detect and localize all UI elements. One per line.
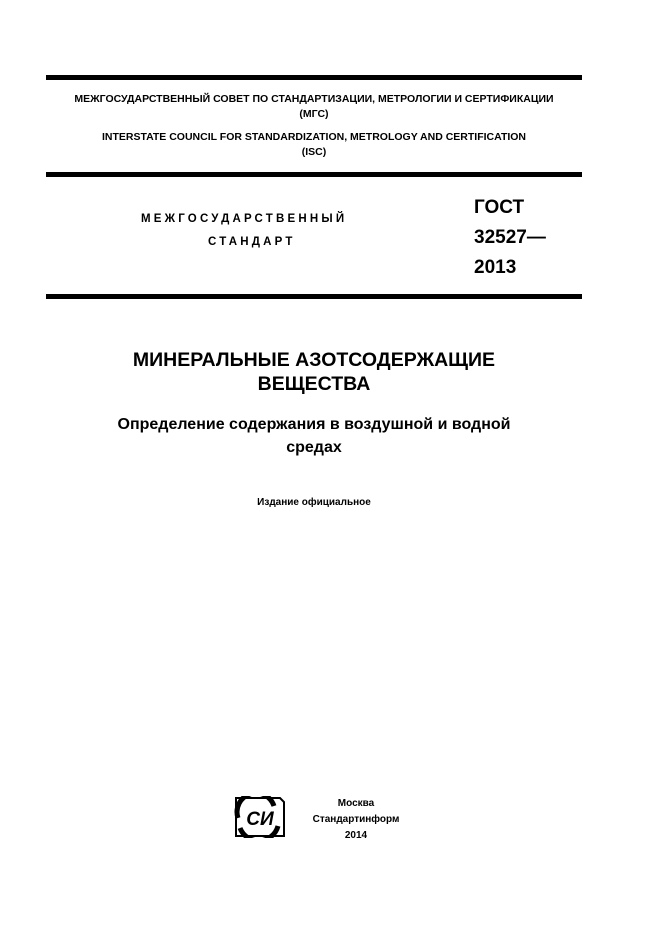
middle-rule [46,172,582,177]
document-title [46,348,582,396]
council-abbr-ru: (МГС) [299,108,329,120]
top-rule [46,75,582,80]
document-subtitle-line2: средах [286,439,342,456]
edition-note: Издание официальное [257,497,371,508]
council-abbr-en: (ISC) [301,146,327,158]
imprint-year: 2014 [344,830,368,841]
logo-text: СИ [246,809,274,830]
bottom-rule [46,294,582,299]
standard-type-line2: СТАНДАРТ [208,236,296,248]
document-subtitle [46,413,582,459]
standartinform-logo-icon [234,796,286,838]
imprint-city: Москва [337,798,375,809]
council-name-ru [46,92,582,122]
imprint-publisher: Стандартинформ [312,814,400,825]
document-subtitle-line1: Определение содержания в воздушной и водной [117,416,511,433]
council-name-en-line1: INTERSTATE COUNCIL FOR STANDARDIZATION, METROLOGY AND CERTIFICATION [101,131,527,143]
gost-designation [474,193,546,283]
council-name-ru-line1: МЕЖГОСУДАРСТВЕННЫЙ СОВЕТ ПО СТАНДАРТИЗАЦИИ, МЕТРОЛОГИИ И СЕРТИФИКАЦИИ [74,93,554,105]
document-title-line1: МИНЕРАЛЬНЫЕ АЗОТСОДЕРЖАЩИЕ [132,349,496,371]
standard-type-line1: МЕЖГОСУДАРСТВЕННЫЙ [141,213,348,225]
document-title-line2: ВЕЩЕСТВА [257,373,371,395]
imprint [296,796,416,844]
gost-prefix: ГОСТ [474,197,525,218]
gost-year: 2013 [474,257,517,278]
gost-number: 32527— [474,227,546,248]
council-name-en [46,130,582,160]
